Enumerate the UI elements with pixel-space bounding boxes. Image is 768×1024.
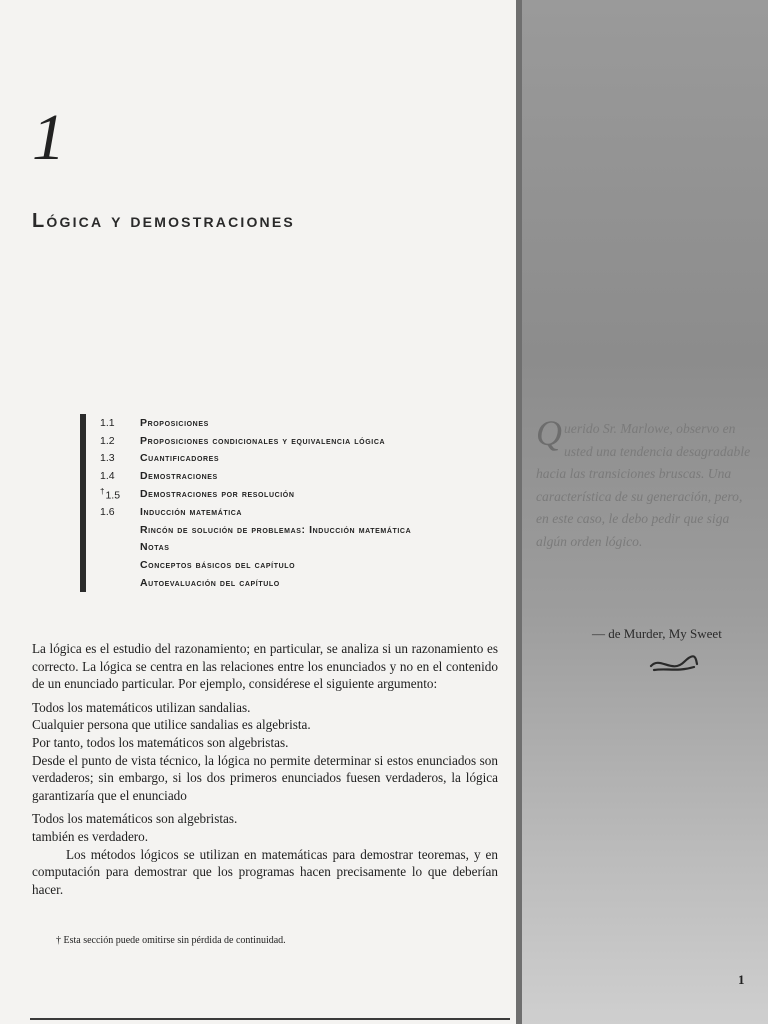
paragraph: también es verdadero. (32, 828, 149, 844)
toc-item (100, 503, 411, 521)
toc-label: Autoevaluación del capítulo (140, 577, 280, 590)
footnote: † Esta sección puede omitirse sin pérdida de continuidad. (56, 935, 286, 946)
toc-item (100, 521, 411, 539)
argument-line: Cualquier persona que utilice sandalias es algebrista. (32, 717, 311, 733)
toc-item (100, 432, 411, 450)
toc-label: Cuantificadores (140, 452, 220, 465)
toc-item (100, 485, 411, 503)
toc-item (100, 539, 411, 557)
toc-number: 1.2 (100, 434, 115, 447)
quote-text: uerido Sr. Marlowe, observo en usted una tendencia desagradable hacia las transiciones bruscas. Una característica de su generación, pero, en este caso, le debo pedir que siga algún orden lógico. (536, 421, 751, 549)
toc-label: Conceptos básicos del capítulo (140, 559, 296, 572)
toc-label: Demostraciones por resolución (140, 488, 295, 501)
body-text (32, 640, 498, 898)
quote-dropcap: Q (536, 413, 562, 453)
table-of-contents (80, 414, 411, 592)
paragraph: La lógica es el estudio del razonamiento; en particular, se analiza si un razonamiento es correcto. La lógica se centra en las relaciones entre los enunciados y no en el contenido de un enunciado particular. Por ejemplo, considérese el siguiente argumento: (32, 641, 498, 692)
toc-item (100, 574, 411, 592)
conclusion-line: Todos los matemáticos son algebristas. (32, 811, 238, 827)
toc-number-with-dagger (100, 487, 140, 502)
toc-number: 1.4 (100, 470, 115, 483)
paragraph: Desde el punto de vista técnico, la lógica no permite determinar si estos enunciados son verdaderos; sin embargo, si los dos primeros enunciados fuesen verdaderos, la lógica garantizaría que el enunciado (32, 752, 498, 803)
toc-number: 1.6 (100, 505, 115, 518)
toc-label: Notas (140, 541, 170, 554)
toc-label: Proposiciones condicionales y equivalencia lógica (140, 434, 386, 447)
paragraph: Los métodos lógicos se utilizan en matemáticas para demostrar teoremas, y en computación para demostrar que los programas hacen precisamente lo que deberían hacer. (32, 846, 498, 897)
toc-item (100, 414, 411, 432)
ornament-flourish-icon (648, 654, 700, 676)
toc-label: Inducción matemática (140, 505, 243, 518)
argument-line: Por tanto, todos los matemáticos son algebristas. (32, 734, 289, 750)
toc-number: 1.3 (100, 452, 115, 465)
toc-item (100, 556, 411, 574)
toc-label: Demostraciones (140, 470, 218, 483)
chapter-number: 1 (32, 101, 65, 174)
dagger-mark: † (100, 486, 105, 496)
toc-label: Rincón de solución de problemas: Inducción matemática (140, 523, 412, 536)
quote-attribution: — de Murder, My Sweet (592, 626, 722, 641)
bottom-rule (30, 1018, 510, 1020)
toc-item (100, 467, 411, 485)
toc-number: 1.1 (100, 416, 115, 429)
toc-item (100, 450, 411, 468)
toc-label: Proposiciones (140, 416, 209, 429)
argument-line: Todos los matemáticos utilizan sandalias. (32, 699, 251, 715)
chapter-title: Lógica y demostraciones (32, 210, 295, 232)
toc-number: 1.5 (105, 489, 121, 502)
page-number: 1 (738, 972, 745, 987)
epigraph-quote (536, 413, 758, 553)
